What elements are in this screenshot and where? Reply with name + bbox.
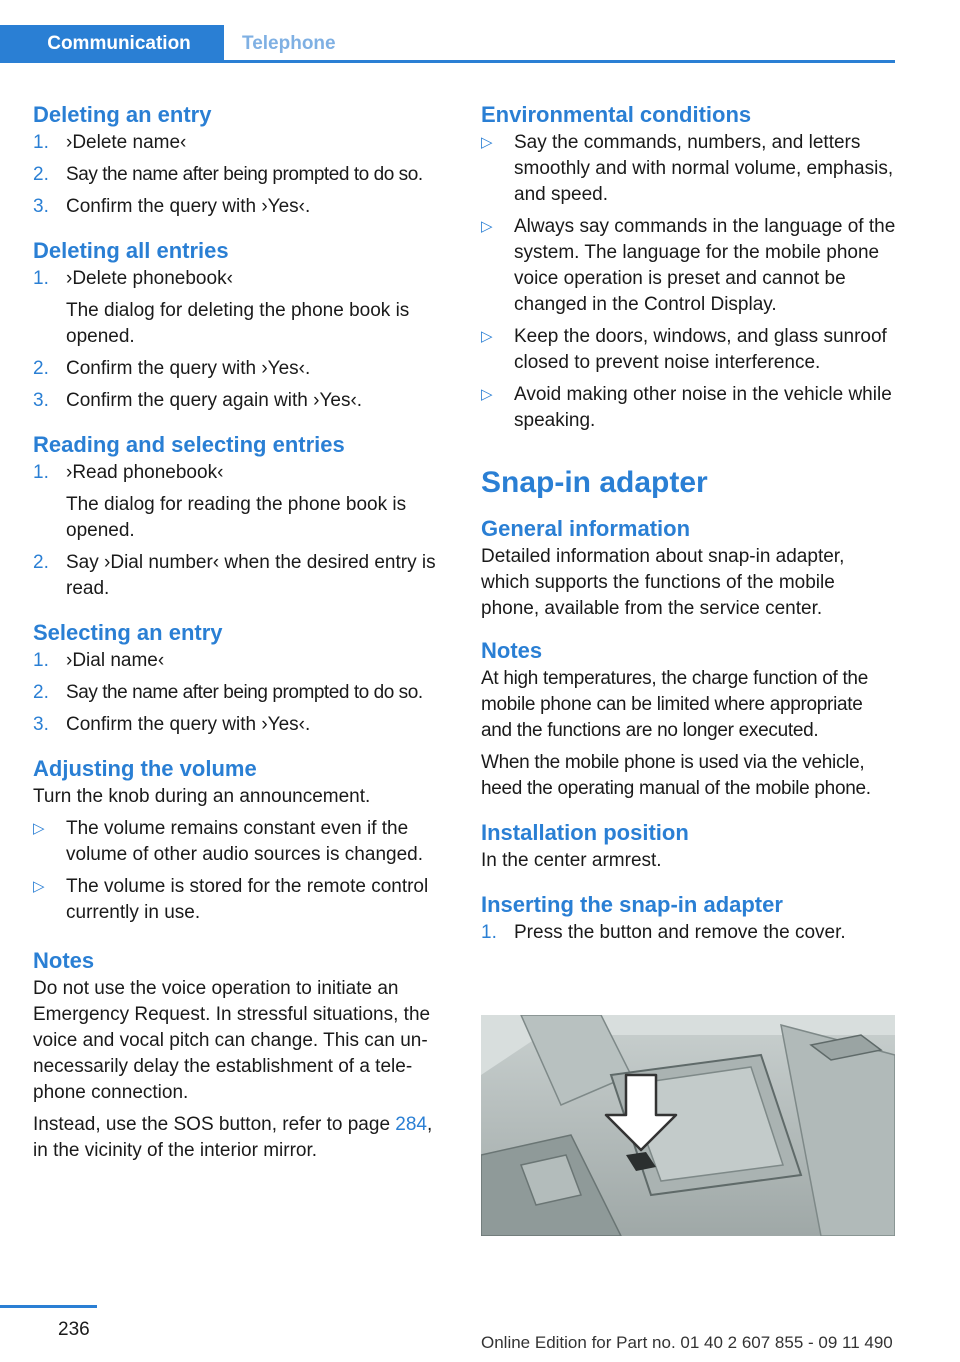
list-item <box>481 920 897 946</box>
edition-footer: Online Edition for Part no. 01 40 2 607 855 - 09 11 490 <box>481 1333 893 1352</box>
page-number: 236 <box>58 1319 90 1340</box>
notes-text: , in the vicinity of the interior mirror. <box>33 1114 433 1161</box>
list-item-subtext: The dialog for deleting the phone book is opened. <box>66 300 410 347</box>
list-item-text: Confirm the query with ›Yes‹. <box>66 714 311 735</box>
bullet-item <box>33 874 449 926</box>
bullet-item <box>481 214 897 318</box>
volume-intro: Turn the knob during an announcement. <box>33 786 371 807</box>
bullet-triangle-icon: ▷ <box>481 134 493 151</box>
right-column <box>481 100 897 946</box>
list-item-text: ›Delete phonebook‹ <box>66 268 233 289</box>
bullet-text: Say the commands, numbers, and letters smoothly and with normal volume, emphasis, and speed. <box>514 132 894 205</box>
list-number: 1. <box>33 268 49 289</box>
snapin-notes-paragraph: When the mobile phone is used via the vehicle, heed the operating manual of the mobile phone. <box>481 752 871 799</box>
bullet-item <box>481 382 897 434</box>
list-item <box>33 460 449 544</box>
section-title-environment: Environmental conditions <box>481 102 752 127</box>
notes-paragraph: Do not use the voice operation to initiate an Emergency Request. In stressful situations, the voice and vocal pitch can change. This can unnecessarily delay the establishment of a telephone connection. <box>33 978 431 1103</box>
notes-paragraph <box>33 1112 449 1164</box>
list-number: 1. <box>481 922 497 943</box>
bullet-triangle-icon: ▷ <box>33 878 45 895</box>
list-item-text: Say ›Dial number‹ when the desired entry is read. <box>66 552 436 599</box>
section-title-deleting-entry: Deleting an entry <box>33 102 212 127</box>
list-item-text: Confirm the query with ›Yes‹. <box>66 358 311 379</box>
list-number: 2. <box>33 164 49 185</box>
bullet-text: Keep the doors, windows, and glass sunroof closed to prevent noise interference. <box>514 326 887 373</box>
armrest-illustration <box>481 1015 895 1236</box>
snapin-notes-paragraph: At high temperatures, the charge function of the mobile phone can be limited where appropriate and the functions are no longer executed. <box>481 668 868 741</box>
list-item-subtext: The dialog for reading the phone book is opened. <box>66 494 407 541</box>
list-number: 2. <box>33 682 49 703</box>
list-item-text: Confirm the query again with ›Yes‹. <box>66 390 363 411</box>
list-item-text: ›Read phonebook‹ <box>66 462 224 483</box>
chapter-header <box>0 25 895 63</box>
list-number: 2. <box>33 358 49 379</box>
list-item-text: ›Dial name‹ <box>66 650 165 671</box>
section-title-reading: Reading and selecting entries <box>33 432 345 457</box>
list-item <box>33 648 449 674</box>
list-item <box>33 550 449 602</box>
list-item <box>33 680 449 706</box>
section-title-volume: Adjusting the volume <box>33 756 257 781</box>
bullet-text: The volume is stored for the remote control currently in use. <box>66 876 429 923</box>
list-item <box>33 266 449 350</box>
list-number: 1. <box>33 650 49 671</box>
list-number: 3. <box>33 714 49 735</box>
section-title-notes: Notes <box>33 948 95 973</box>
list-number: 3. <box>33 196 49 217</box>
list-number: 3. <box>33 390 49 411</box>
footer-rule <box>0 1305 97 1308</box>
list-item-text: Say the name after being prompted to do so. <box>66 682 423 703</box>
list-item-text: Confirm the query with ›Yes‹. <box>66 196 311 217</box>
general-info-text: Detailed information about snap-in adapter, which supports the functions of the mobile phone, available from the service center. <box>481 546 845 619</box>
bullet-triangle-icon: ▷ <box>33 820 45 837</box>
notes-text: Instead, use the SOS button, refer to page <box>33 1114 396 1135</box>
list-item <box>33 388 449 414</box>
list-item <box>33 356 449 382</box>
section-title-snap-in-adapter: Snap-in adapter <box>481 466 708 499</box>
section-title-snapin-notes: Notes <box>481 638 543 663</box>
bullet-item <box>481 130 897 208</box>
page-link[interactable]: 284 <box>395 1114 427 1135</box>
list-item-text: Press the button and remove the cover. <box>514 922 846 943</box>
bullet-item <box>481 324 897 376</box>
bullet-text: The volume remains constant even if the volume of other audio sources is changed. <box>66 818 423 865</box>
left-column <box>33 100 449 1164</box>
tab-communication[interactable]: Communication <box>0 25 224 63</box>
bullet-triangle-icon: ▷ <box>481 328 493 345</box>
section-title-inserting: Inserting the snap-in adapter <box>481 892 783 917</box>
list-item <box>33 712 449 738</box>
section-title-general-info: General information <box>481 516 691 541</box>
bullet-item <box>33 816 449 868</box>
installation-text: In the center armrest. <box>481 850 662 871</box>
section-title-deleting-all: Deleting all entries <box>33 238 229 263</box>
list-item <box>33 162 449 188</box>
list-item-text: Say the name after being prompted to do so. <box>66 164 423 185</box>
bullet-text: Avoid making other noise in the vehicle while speaking. <box>514 384 892 431</box>
list-number: 2. <box>33 552 49 573</box>
bullet-triangle-icon: ▷ <box>481 386 493 403</box>
tab-telephone[interactable]: Telephone <box>242 33 336 54</box>
header-rule <box>0 60 895 63</box>
list-item <box>33 130 449 156</box>
section-title-selecting: Selecting an entry <box>33 620 223 645</box>
list-item-text: ›Delete name‹ <box>66 132 187 153</box>
list-number: 1. <box>33 462 49 483</box>
bullet-text: Always say commands in the language of the system. The language for the mobile phone voice operation is preset and cannot be changed in the Control Display. <box>514 216 896 315</box>
bullet-triangle-icon: ▷ <box>481 218 493 235</box>
list-number: 1. <box>33 132 49 153</box>
list-item <box>33 194 449 220</box>
section-title-installation: Installation position <box>481 820 689 845</box>
